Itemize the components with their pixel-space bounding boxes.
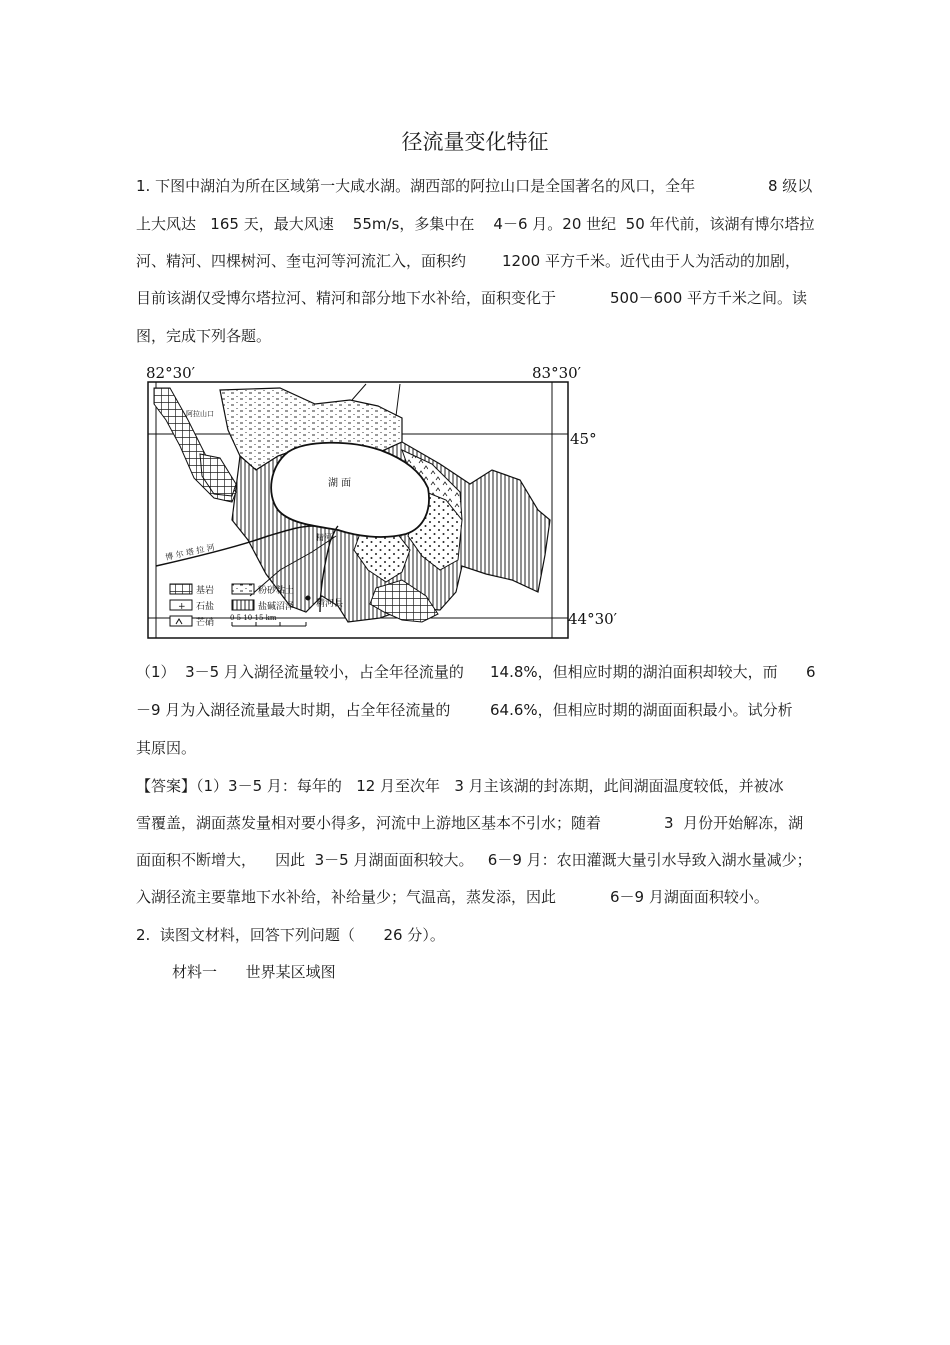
answer-line-4-end: 6－9 月湖面面积较小。 — [610, 888, 769, 906]
county-label: 精河县 — [316, 599, 344, 609]
legend-scale: 0 5 10 15 km — [230, 614, 277, 622]
legend-marsh: 盐碱沼泽 — [258, 602, 295, 612]
q2-line-1: 2. 读图文材料，回答下列问题（ 26 分）。 — [136, 926, 445, 944]
legend-bedrock: 基岩 — [196, 586, 215, 596]
lake-map-figure — [140, 360, 630, 645]
q1-line-4: 目前该湖仅受博尔塔拉河、精河和部分地下水补给，面积变化于 — [136, 289, 557, 307]
sub1-line-2: －9 月为入湖径流量最大时期，占全年径流量的 — [136, 701, 451, 719]
lon-right-label: 83°30′ — [532, 364, 582, 382]
answer-line-1: 【答案】（1）3－5 月：每年的 12 月至次年 3 月主该湖的封冻期，此间湖面温度较低，并被冰 — [136, 777, 784, 795]
q1-line-3: 河、精河、四棵树河、奎屯河等河流汇入，面积约 — [136, 252, 467, 270]
sub1-line-1: （1） 3－5 月入湖径流量较小，占全年径流量的 — [136, 663, 464, 681]
sub1-line-2-end: 64.6%，但相应时期的湖面面积最小。试分析 — [490, 701, 793, 719]
legend-silt: 粉砂粘土 — [258, 586, 295, 596]
sub1-line-1-end: 6 — [806, 663, 816, 681]
lon-left-label: 82°30′ — [146, 364, 196, 382]
legend-mirabilite: 芒硝 — [196, 618, 215, 628]
answer-line-3: 面面积不断增大， 因此 3－5 月湖面面积较大。 6－9 月：农田灌溉大量引水导致入湖水量减少； — [136, 851, 812, 869]
sub1-line-1-mid: 14.8%，但相应时期的湖泊面积却较大，而 — [490, 663, 778, 681]
q1-line-3-end: 1200 平方千米。近代由于人为活动的加剧， — [502, 252, 800, 270]
q2-line-2: 材料一 世界某区域图 — [172, 963, 336, 981]
pass-label: 阿拉山口 — [186, 410, 214, 418]
legend-gypsum: 石盐 — [196, 602, 215, 612]
q1-line-5: 图，完成下列各题。 — [136, 327, 272, 345]
q1-line-1: 1. 下图中湖泊为所在区域第一大咸水湖。湖西部的阿拉山口是全国著名的风口，全年 — [136, 177, 696, 195]
lake-label: 湖 面 — [328, 478, 352, 489]
q1-line-1-end: 8 级以 — [768, 177, 813, 195]
river-jing-label: 精河 — [316, 533, 332, 542]
answer-line-4: 入湖径流主要靠地下水补给，补给量少；气温高，蒸发添，因此 — [136, 888, 557, 906]
lat-top-label: 45° — [570, 430, 597, 448]
q1-line-2: 上大风达 165 天，最大风速 55m/s，多集中在 4－6 月。20 世纪 50 年代前，该湖有博尔塔拉 — [136, 215, 815, 233]
answer-line-2-end: 3 月份开始解冻，湖 — [664, 814, 804, 832]
page-title: 径流量变化特征 — [401, 130, 549, 154]
answer-line-2: 雪覆盖，湖面蒸发量相对要小得多，河流中上游地区基本不引水；随着 — [136, 814, 602, 832]
svg-text:+: + — [178, 602, 186, 612]
river-bortala-label: 博 尔 塔 拉 河 — [164, 542, 216, 562]
q1-line-4-end: 500－600 平方千米之间。读 — [610, 289, 808, 307]
county-marker — [306, 596, 311, 601]
sub1-line-3: 其原因。 — [136, 739, 197, 757]
lat-bottom-label: 44°30′ — [568, 610, 618, 628]
